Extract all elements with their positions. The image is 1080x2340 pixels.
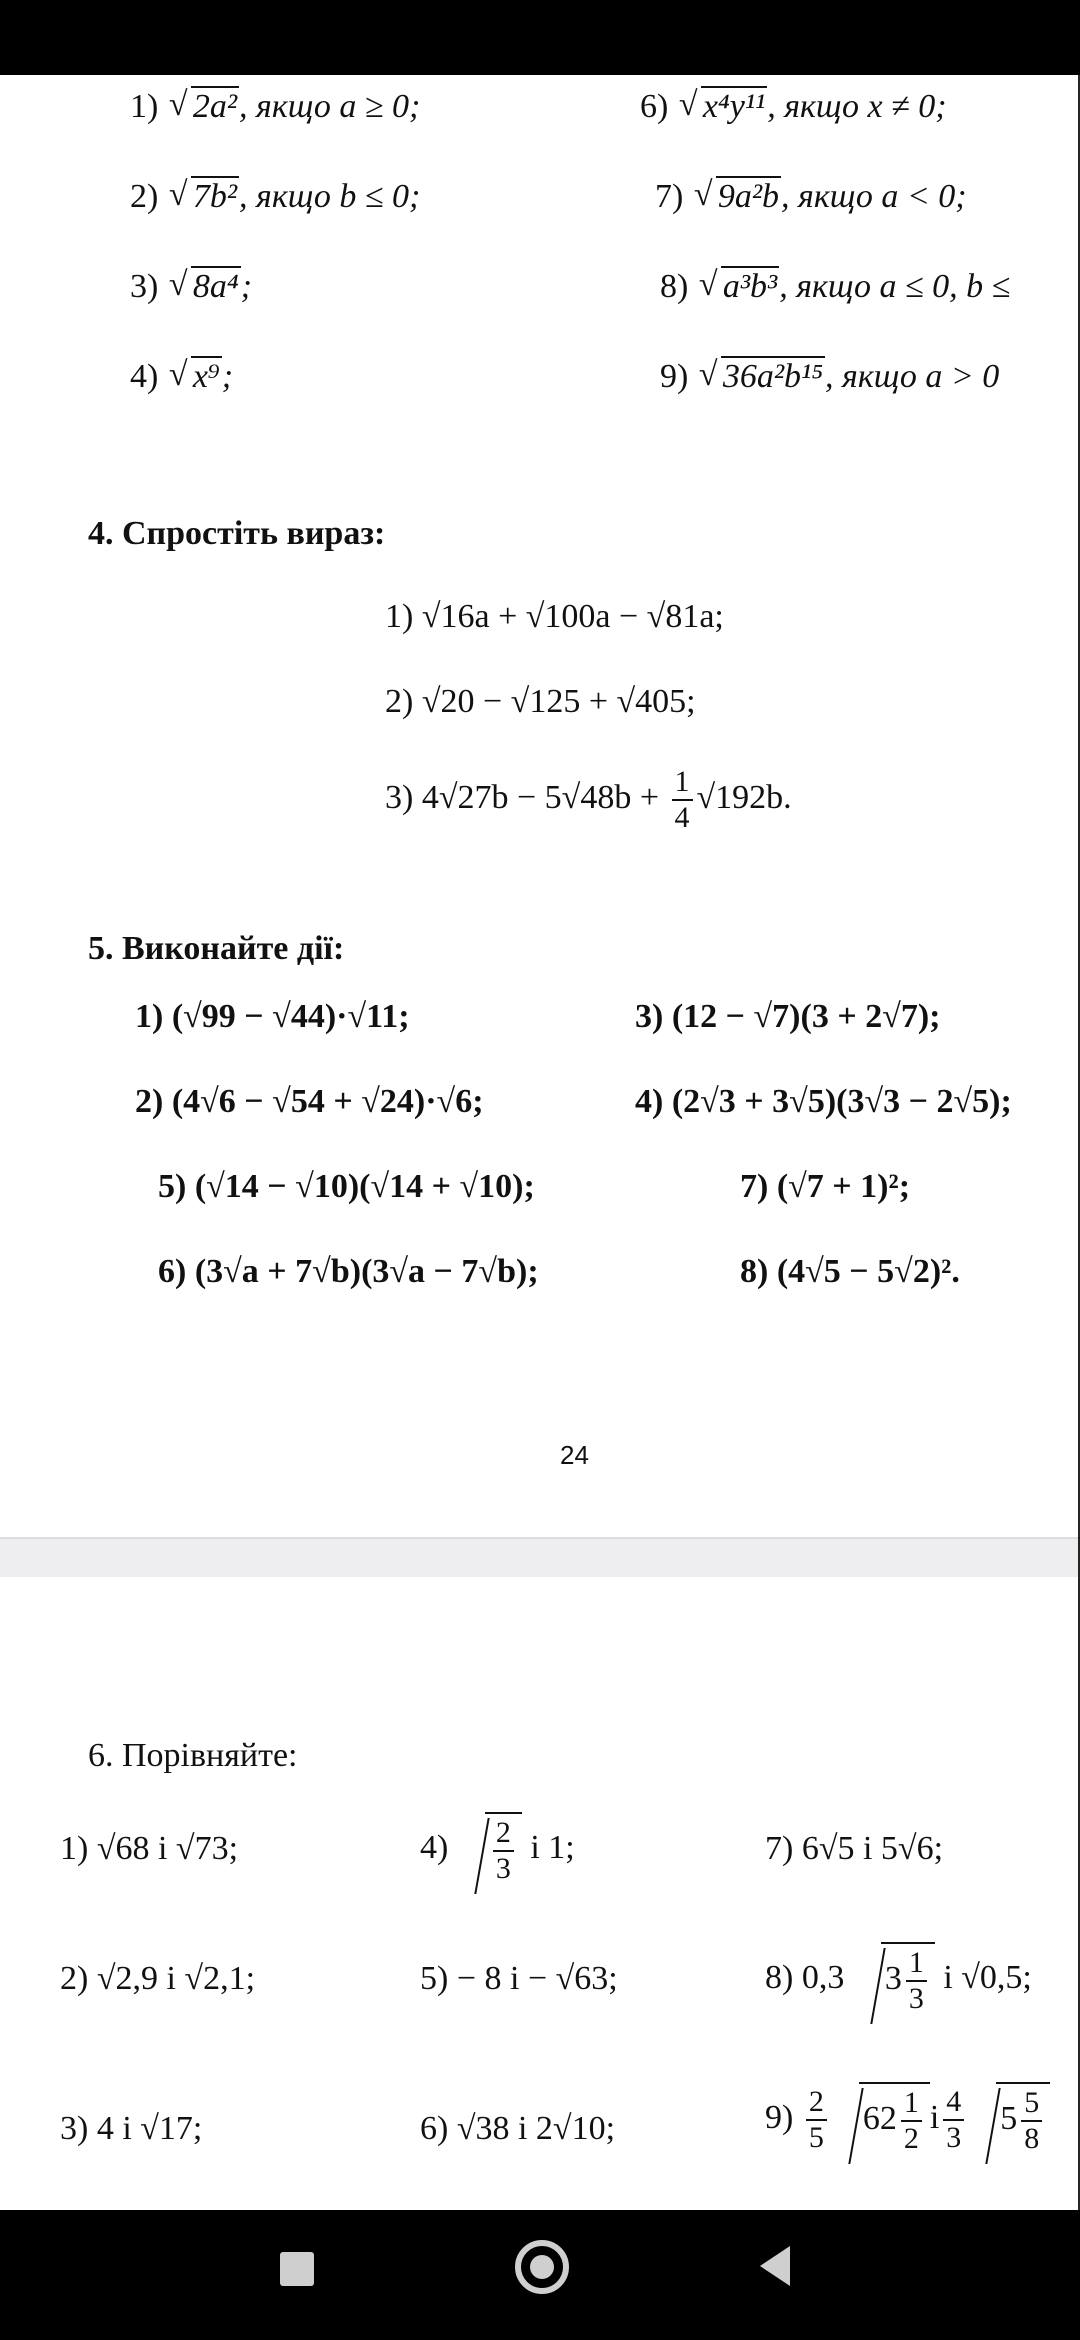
ex4-item-1: 1) √16a + √100a − √81a; — [385, 598, 724, 635]
ex6-item-1: 1) √68 і √73; — [60, 1830, 239, 1867]
ex5-item-7: 7) (√7 + 1)²; — [740, 1168, 911, 1205]
ex5-item-6: 6) (3√a + 7√b)(3√a − 7√b); — [158, 1253, 539, 1290]
ex6-item-6: 6) √38 і 2√10; — [420, 2110, 616, 2147]
ex4-heading: 4. Спростіть вираз: — [88, 515, 386, 552]
ex5-item-2: 2) (4√6 − √54 + √24)·√6; — [135, 1083, 484, 1120]
ex3-item-6: 6) √ x⁴y¹¹, якщо x ≠ 0; — [640, 85, 947, 129]
ex4-item-3: 3) 4√27b − 5√48b + $\frac{1}{4}$ √192b. — [385, 765, 792, 834]
ex5-item-5: 5) (√14 − √10)(√14 + √10); — [158, 1168, 535, 1205]
ex3-item-9: 9) √ 36a²b¹⁵, якщо a > 0 — [660, 355, 999, 399]
ex5-item-3: 3) (12 − √7)(3 + 2√7); — [635, 998, 941, 1035]
ex5-item-1: 1) (√99 − √44)·√11; — [135, 998, 410, 1035]
back-icon[interactable] — [760, 2246, 790, 2286]
ex6-heading: 6. Порівняйте: — [88, 1737, 298, 1774]
ex3-item-7: 7) √ 9a²b, якщо a < 0; — [655, 175, 967, 219]
ex5-item-4: 4) (2√3 + 3√5)(3√3 − 2√5); — [635, 1083, 1012, 1120]
ex3-item-8: 8) √ a³b³, якщо a ≤ 0, b ≤ — [660, 265, 1010, 309]
ex6-item-2: 2) √2,9 і √2,1; — [60, 1960, 256, 1997]
ex6-item-4: 4) $\frac{2}{3}$ і 1; — [420, 1812, 575, 1888]
ex6-item-7: 7) 6√5 і 5√6; — [765, 1830, 944, 1867]
ex6-item-8: 8) 0,3 3 $\frac{1}{3}$ і √0,5; — [765, 1942, 1032, 2018]
ex6-item-3: 3) 4 і √17; — [60, 2110, 203, 2147]
ex4-item-2: 2) √20 − √125 + √405; — [385, 683, 696, 720]
recent-apps-icon[interactable] — [280, 2252, 314, 2286]
ex3-item-2: 2) √ 7b², якщо b ≤ 0; — [130, 175, 420, 219]
ex5-heading: 5. Виконайте дії: — [88, 930, 345, 967]
home-icon[interactable] — [515, 2240, 569, 2294]
ex6-item-5: 5) − 8 і − √63; — [420, 1960, 618, 1997]
navigation-bar — [0, 2210, 1080, 2340]
document-page-2 — [0, 1577, 1080, 2210]
ex3-item-3: 3) √ 8a⁴; — [130, 265, 252, 309]
document-page-1 — [0, 75, 1080, 1537]
ex3-item-4: 4) √ x⁹; — [130, 355, 233, 399]
page-separator — [0, 1537, 1080, 1579]
ex5-item-8: 8) (4√5 − 5√2)². — [740, 1253, 960, 1290]
status-bar — [0, 0, 1080, 75]
page-number: 24 — [560, 1440, 589, 1470]
ex3-item-1: 1) √ 2a², якщо a ≥ 0; — [130, 85, 420, 129]
ex6-item-9: 9) $\frac{2}{5}$ 62 $\frac{1}{2}$ і $\frac{4}{3}$ 5 $\frac{5}{8}$ — [765, 2082, 1050, 2158]
